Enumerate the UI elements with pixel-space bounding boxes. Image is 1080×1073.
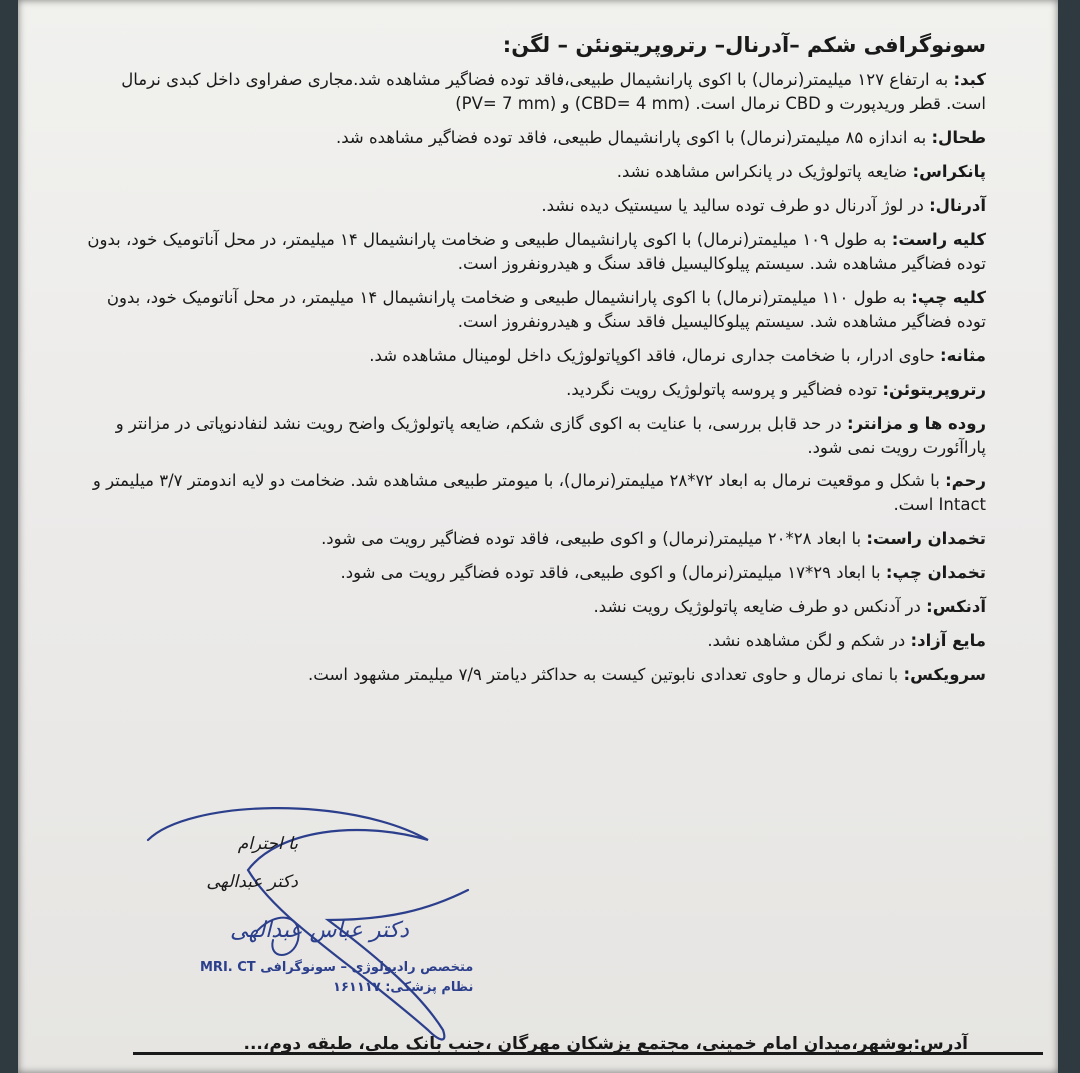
stamp-specialty: متخصص رادیولوژی – سونوگرافی [260,960,474,975]
section-text: حاوی ادرار، با ضخامت جداری نرمال، فاقد اکوپاتولوژیک داخل لومینال مشاهده شد. [369,345,935,365]
section-right-ovary [86,527,986,551]
section-head: رتروپریتوئن: [882,379,986,399]
section-head: کبد: [953,70,986,90]
section-text: در شکم و لگن مشاهده نشد. [707,631,906,651]
section-head: کلیه چپ: [911,287,986,307]
section-head: طحال: [931,128,986,148]
section-head: تخمدان راست: [866,529,986,549]
section-head: کلیه راست: [891,230,986,250]
section-head: آدنکس: [926,597,986,617]
section-cervix [86,663,986,687]
section-uterus [86,469,986,517]
report-title: سونوگرافی شکم –آدرنال– رتروپریتونئن – لگن: [502,33,986,57]
stamp-modality: MRI. CT [200,960,256,975]
section-left-kidney [86,286,986,334]
section-head: تخمدان چپ: [885,563,986,583]
section-pancreas [86,160,986,184]
section-text: توده فضاگیر و پروسه پاتولوژیک رویت نگردید. [566,379,878,399]
section-head: پانکراس: [912,162,986,182]
section-bowel-mesentery [86,412,986,460]
section-text: با شکل و موقعیت نرمال به ابعاد ۷۲*۲۸ میلیمتر(نرمال)، با میومتر طبیعی مشاهده شد. ضخامت دو لایه اندومتر ۳/۷ میلیمتر و Intact است. [92,471,986,515]
section-head: مثانه: [940,345,986,365]
stamp-license-label: نظام پزشکی: [385,979,474,995]
section-bladder [86,344,986,368]
handwritten-signature: دکتر عباس عبدالهی [230,918,409,943]
section-head: مایع آزاد: [910,631,986,651]
closing-regards: با احترام [237,834,298,854]
report-body [86,30,986,697]
section-free-fluid [86,629,986,653]
section-head: روده ها و مزانتر: [846,413,986,433]
section-text: ضایعه پاتولوژیک در پانکراس مشاهده نشد. [616,162,908,182]
report-sheet [18,0,1058,1073]
section-text: به طول ۱۱۰ میلیمتر(نرمال) با اکوی پارانشیمال طبیعی و ضخامت پارانشیمال ۱۴ میلیمتر، در محل آناتومیک خود، بدون توده فضاگیر مشاهده شد. سیستم پیلوکالیسیل فاقد سنگ و هیدرونفروز است. [106,287,986,331]
section-left-ovary [86,561,986,585]
section-text: با ابعاد ۲۹*۱۷ میلیمتر(نرمال) و اکوی طبیعی، فاقد توده فضاگیر رویت می شود. [340,563,881,583]
section-text: با نمای نرمال و حاوی تعدادی نابوتین کیست به حداکثر دیامتر ۷/۹ میلیمتر مشهود است. [308,664,899,684]
section-text: به اندازه ۸۵ میلیمتر(نرمال) با اکوی پارانشیمال طبیعی، فاقد توده فضاگیر مشاهده شد. [336,128,927,148]
section-text: به ارتفاع ۱۲۷ میلیمتر(نرمال) با اکوی پارانشیمال طبیعی،فاقد توده فضاگیر مشاهده شد.مجاری صفراوی داخل کبدی نرمال است. قطر وریدپورت و CBD نرمال است. (CBD= 4 mm) و (PV= 7 mm) [121,70,986,114]
section-text: در حد قابل بررسی، با عنایت به اکوی گازی شکم، ضایعه پاتولوژیک واضح رویت نشد لنفادنوپاتی در مزانتر و پاراآئورت رویت نمی شود. [115,413,986,457]
section-right-kidney [86,228,986,276]
section-adnexa [86,595,986,619]
section-head: آدرنال: [929,196,986,216]
footer-address: آدرس:بوشهر،میدان امام خمینی، مجتمع پزشکان مهرگان ،جنب بانک ملی، طبقه دوم،... [243,1034,968,1054]
section-text: در لوژ آدرنال دو طرف توده سالید یا سیستیک دیده نشد. [541,196,924,216]
section-head: سرویکس: [903,664,986,684]
section-text: به طول ۱۰۹ میلیمتر(نرمال) با اکوی پارانشیمال طبیعی و ضخامت پارانشیمال ۱۴ میلیمتر، در محل آناتومیک خود، بدون توده فضاگیر مشاهده شد. سیستم پیلوکالیسیل فاقد سنگ و هیدرونفروز است. [87,230,986,273]
doctor-stamp [200,958,473,997]
stamp-line [200,958,473,978]
section-text: با ابعاد ۲۸*۲۰ میلیمتر(نرمال) و اکوی طبیعی، فاقد توده فضاگیر رویت می شود. [321,529,862,549]
section-liver [86,68,986,116]
stamp-line [200,978,473,998]
section-adrenal [86,194,986,218]
stamp-license-number: ۱۶۱۱۱۷ [333,979,381,995]
closing-block [206,834,298,910]
closing-doctor: دکتر عبدالهی [206,872,298,892]
section-head: رحم: [945,471,986,491]
section-spleen [86,126,986,150]
section-retroperitoneum [86,378,986,402]
section-text: در آدنکس دو طرف ضایعه پاتولوژیک رویت نشد. [593,597,921,617]
